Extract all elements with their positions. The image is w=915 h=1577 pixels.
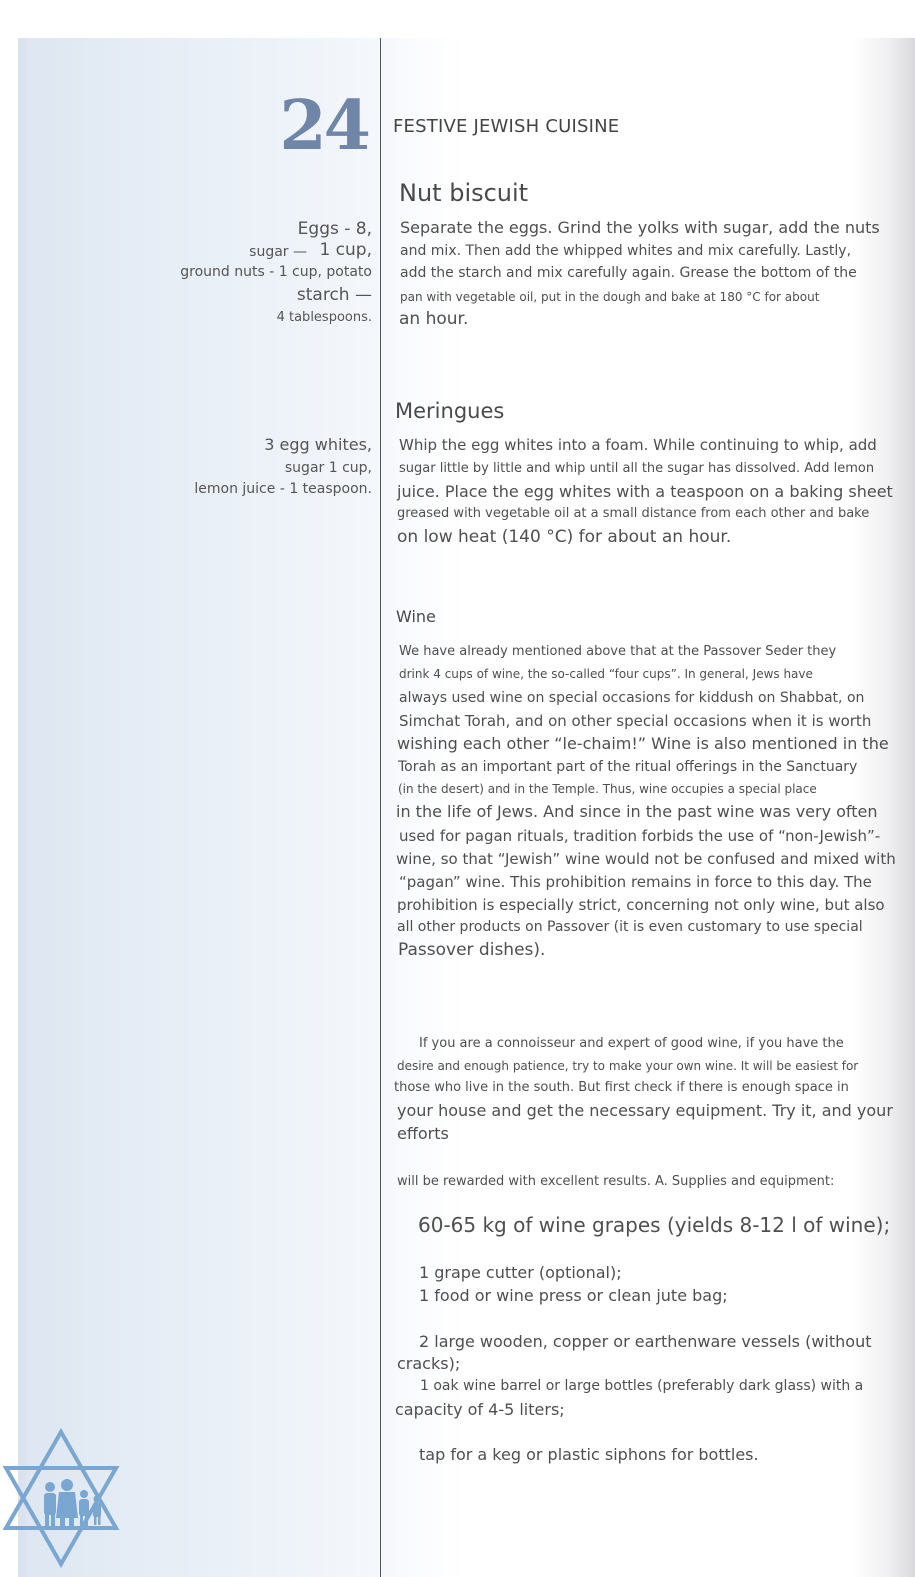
- supply-item: capacity of 4-5 liters;: [395, 1400, 565, 1419]
- recipe-text-line: and mix. Then add the whipped whites and mix carefully. Lastly,: [400, 243, 852, 259]
- wine-text-line: Simchat Torah, and on other special occasions when it is worth: [399, 712, 872, 730]
- wine-text-line: your house and get the necessary equipment. Try it, and your: [397, 1101, 893, 1120]
- supply-item: tap for a keg or plastic siphons for bottles.: [419, 1445, 759, 1464]
- supply-item: 60-65 kg of wine grapes (yields 8-12 l of wine);: [418, 1213, 891, 1237]
- wine-text-line: in the life of Jews. And since in the past wine was very often: [396, 802, 878, 821]
- ingredient-line: lemon juice - 1 teaspoon.: [194, 481, 372, 497]
- recipe-title-nut-biscuit: Nut biscuit: [399, 179, 529, 207]
- wine-text-line: wine, so that “Jewish” wine would not be confused and mixed with: [396, 850, 896, 868]
- recipe-title-meringues: Meringues: [395, 399, 505, 423]
- ingredient-line: 1 cup,: [319, 240, 372, 260]
- wine-text-line: wishing each other “le-chaim!” Wine is also mentioned in the: [397, 734, 889, 753]
- page-number: 24: [279, 86, 368, 166]
- supply-item: cracks);: [397, 1354, 461, 1373]
- supply-item: 1 oak wine barrel or large bottles (preferably dark glass) with a: [420, 1378, 864, 1394]
- supply-item: 1 grape cutter (optional);: [419, 1263, 622, 1282]
- ingredient-line: 3 egg whites,: [264, 435, 372, 454]
- running-header: FESTIVE JEWISH CUISINE: [393, 116, 620, 137]
- recipe-text-line: greased with vegetable oil at a small distance from each other and bake: [397, 506, 870, 521]
- ingredient-line: ground nuts - 1 cup, potato: [180, 264, 372, 280]
- recipe-text-line: add the starch and mix carefully again. Grease the bottom of the: [400, 265, 857, 281]
- supply-item: 2 large wooden, copper or earthenware vessels (without: [419, 1332, 872, 1351]
- recipe-text-line: sugar little by little and whip until all the sugar has dissolved. Add lemon: [399, 461, 875, 476]
- supply-item: 1 food or wine press or clean jute bag;: [419, 1286, 728, 1305]
- wine-text-line: If you are a connoisseur and expert of good wine, if you have the: [419, 1036, 844, 1051]
- column-divider: [380, 38, 381, 1577]
- recipe-text-line: Whip the egg whites into a foam. While continuing to whip, add: [399, 436, 877, 454]
- ingredient-line: sugar 1 cup,: [284, 460, 372, 476]
- wine-text-line: used for pagan rituals, tradition forbids the use of “non-Jewish”-: [399, 827, 881, 845]
- wine-text-line: desire and enough patience, try to make your own wine. It will be easiest for: [397, 1059, 859, 1073]
- wine-text-line: prohibition is especially strict, concerning not only wine, but also: [397, 896, 885, 914]
- wine-text-line: Passover dishes).: [398, 940, 546, 960]
- ingredient-line: sugar —: [249, 244, 307, 260]
- wine-text-line: “pagan” wine. This prohibition remains in force to this day. The: [399, 873, 872, 891]
- section-title-wine: Wine: [396, 607, 436, 626]
- ingredient-line: Eggs - 8,: [297, 219, 372, 239]
- wine-text-line: efforts: [397, 1124, 449, 1143]
- wine-text-line: drink 4 cups of wine, the so-called “four cups”. In general, Jews have: [399, 667, 813, 681]
- wine-text-line: Torah as an important part of the ritual offerings in the Sanctuary: [398, 759, 858, 775]
- recipe-text-line: an hour.: [399, 309, 469, 329]
- page-stack-edge: [18, 38, 26, 1577]
- wine-text-line: those who live in the south. But first check if there is enough space in: [394, 1080, 849, 1095]
- wine-text-line: (in the desert) and in the Temple. Thus, wine occupies a special place: [398, 782, 817, 796]
- recipe-text-line: juice. Place the egg whites with a teaspoon on a baking sheet: [397, 482, 893, 501]
- recipe-text-line: on low heat (140 °C) for about an hour.: [397, 527, 732, 547]
- wine-text-line: will be rewarded with excellent results. A. Supplies and equipment:: [397, 1174, 835, 1189]
- wine-text-line: all other products on Passover (it is even customary to use special: [397, 919, 863, 935]
- recipe-text-line: pan with vegetable oil, put in the dough and bake at 180 °C for about: [400, 290, 820, 304]
- wine-text-line: always used wine on special occasions for kiddush on Shabbat, on: [399, 690, 865, 706]
- wine-text-line: We have already mentioned above that at the Passover Seder they: [399, 644, 837, 659]
- ingredient-line: starch —: [296, 285, 372, 305]
- recipe-text-line: Separate the eggs. Grind the yolks with sugar, add the nuts: [400, 218, 880, 237]
- ingredient-line: 4 tablespoons.: [276, 310, 372, 325]
- star-of-david-family-icon: [0, 1428, 122, 1568]
